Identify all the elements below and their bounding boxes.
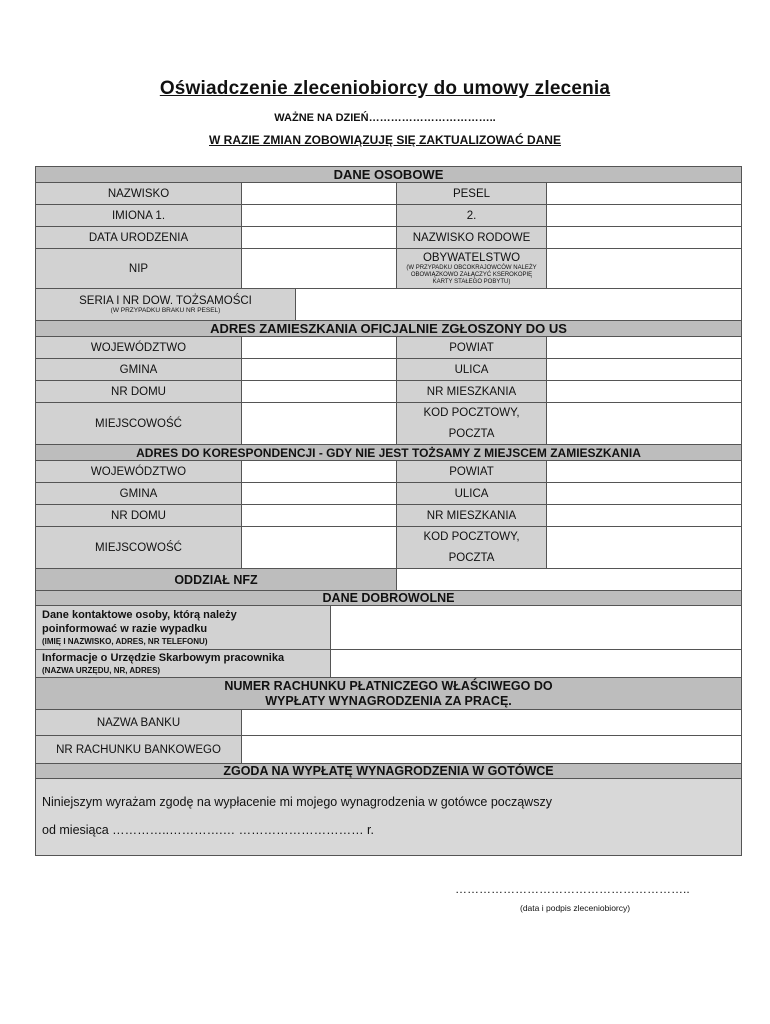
bank-header-line1: NUMER RACHUNKU PŁATNICZEGO WŁAŚCIWEGO DO [224, 678, 553, 693]
signature-line[interactable]: ………………………………………………….. [455, 882, 690, 896]
label-flat-no: NR MIESZKANIA [397, 381, 547, 402]
citizenship-note: (W PRZYPADKU OBCOKRAJOWCÓW NALEŻY OBOWIĄZKOWO ZAŁĄCZYĆ KSEROKOPIĘ KARTY STAŁEGO POBYTU) [406, 264, 537, 285]
field-mail-house-no[interactable] [242, 505, 397, 526]
label-emergency-contact [36, 606, 331, 649]
label-pesel: PESEL [397, 183, 547, 204]
document-title: Oświadczenie zleceniobiorcy do umowy zlecenia [159, 78, 611, 99]
label-mail-commune: GMINA [36, 483, 242, 504]
id-card-label: SERIA I NR DOW. TOŻSAMOŚCI [79, 295, 252, 307]
field-emergency-contact[interactable] [331, 606, 741, 649]
field-tax-office[interactable] [331, 650, 741, 677]
field-county[interactable] [547, 337, 741, 358]
row-emergency-contact [36, 606, 741, 650]
citizenship-label: OBYWATELSTWO [422, 251, 521, 264]
cash-consent-box [36, 779, 741, 855]
row-mail-commune [36, 483, 741, 505]
section-bank-header [36, 678, 741, 710]
label-postcode [397, 403, 547, 444]
field-commune[interactable] [242, 359, 397, 380]
label-birth-date: DATA URODZENIA [36, 227, 242, 248]
row-commune [36, 359, 741, 381]
signature-caption: (data i podpis zleceniobiorcy) [520, 903, 631, 913]
label-nip: NIP [36, 249, 242, 288]
label-account-no: NR RACHUNKU BANKOWEGO [36, 736, 242, 763]
label-nfz: ODDZIAŁ NFZ [36, 569, 397, 590]
field-pesel[interactable] [547, 183, 741, 204]
section-title [36, 678, 741, 709]
cash-consent-line1: Niniejszym wyrażam zgodę na wypłacenie mi mojego wynagrodzenia w gotówce począwszy [42, 795, 552, 809]
section-title: ADRES ZAMIESZKANIA OFICJALNIE ZGŁOSZONY DO US [36, 321, 741, 336]
field-voivodeship[interactable] [242, 337, 397, 358]
statement-form [35, 166, 742, 856]
label-street: ULICA [397, 359, 547, 380]
field-mail-voivodeship[interactable] [242, 461, 397, 482]
mail-post-office-label: POCZTA [448, 551, 495, 564]
row-mail-voivodeship [36, 461, 741, 483]
section-cash-header [36, 764, 741, 779]
bank-header-line2: WYPŁATY WYNAGRODZENIA ZA PRACĘ. [265, 693, 512, 708]
field-second-name[interactable] [547, 205, 741, 226]
row-bank-name [36, 710, 741, 736]
section-mail-address-header [36, 445, 741, 461]
field-first-name[interactable] [242, 205, 397, 226]
cash-consent-line2[interactable]: od miesiąca …………..………….… ………………………… r. [42, 823, 374, 837]
field-nip[interactable] [242, 249, 397, 288]
label-mail-street: ULICA [397, 483, 547, 504]
emergency-contact-note: (IMIĘ I NAZWISKO, ADRES, NR TELEFONU) [42, 636, 208, 646]
field-street[interactable] [547, 359, 741, 380]
row-town [36, 403, 741, 445]
field-mail-town[interactable] [242, 527, 397, 568]
label-county: POWIAT [397, 337, 547, 358]
field-id-card[interactable] [296, 289, 741, 320]
label-second-name: 2. [397, 205, 547, 226]
emergency-contact-line2: poinformować w razie wypadku [42, 622, 208, 635]
section-optional-header [36, 591, 741, 606]
field-house-no[interactable] [242, 381, 397, 402]
label-town: MIEJSCOWOŚĆ [36, 403, 242, 444]
label-mail-flat-no: NR MIESZKANIA [397, 505, 547, 526]
row-voivodeship [36, 337, 741, 359]
section-title: ADRES DO KORESPONDENCJI - GDY NIE JEST TOŻSAMY Z MIEJSCEM ZAMIESZKANIA [36, 445, 741, 460]
section-title: ZGODA NA WYPŁATĘ WYNAGRODZENIA W GOTÓWCE [36, 764, 741, 778]
field-birth-date[interactable] [242, 227, 397, 248]
field-mail-county[interactable] [547, 461, 741, 482]
section-personal-header [36, 167, 741, 183]
row-house-no [36, 381, 741, 403]
row-id-card [36, 289, 741, 321]
field-mail-street[interactable] [547, 483, 741, 504]
field-citizenship[interactable] [547, 249, 741, 288]
row-nfz [36, 569, 741, 591]
label-commune: GMINA [36, 359, 242, 380]
label-mail-voivodeship: WOJEWÓDZTWO [36, 461, 242, 482]
section-official-address-header [36, 321, 741, 337]
row-first-names [36, 205, 741, 227]
mail-postcode-label: KOD POCZTOWY, [423, 531, 520, 544]
field-flat-no[interactable] [547, 381, 741, 402]
label-voivodeship: WOJEWÓDZTWO [36, 337, 242, 358]
update-notice: W RAZIE ZMIAN ZOBOWIĄZUJĘ SIĘ ZAKTUALIZOWAĆ DANE [209, 133, 561, 147]
row-mail-town [36, 527, 741, 569]
label-bank-name: NAZWA BANKU [36, 710, 242, 735]
label-mail-town: MIEJSCOWOŚĆ [36, 527, 242, 568]
field-mail-commune[interactable] [242, 483, 397, 504]
label-tax-office [36, 650, 331, 677]
field-family-name[interactable] [547, 227, 741, 248]
label-family-name: NAZWISKO RODOWE [397, 227, 547, 248]
row-tax-office [36, 650, 741, 678]
field-account-no[interactable] [242, 736, 741, 763]
label-id-card [36, 289, 296, 320]
row-nip [36, 249, 741, 289]
field-surname[interactable] [242, 183, 397, 204]
label-first-names: IMIONA 1. [36, 205, 242, 226]
section-title: DANE DOBROWOLNE [36, 591, 741, 605]
label-surname: NAZWISKO [36, 183, 242, 204]
tax-office-label: Informacje o Urzędzie Skarbowym pracownika [42, 652, 285, 664]
field-nfz[interactable] [397, 569, 741, 590]
row-mail-house-no [36, 505, 741, 527]
postcode-label: KOD POCZTOWY, [423, 407, 520, 420]
id-card-note: (W PRZYPADKU BRAKU NR PESEL) [110, 307, 221, 314]
row-birth-date [36, 227, 741, 249]
row-account-no [36, 736, 741, 764]
field-postcode[interactable] [547, 403, 741, 444]
label-house-no: NR DOMU [36, 381, 242, 402]
row-surname [36, 183, 741, 205]
field-bank-name[interactable] [242, 710, 741, 735]
field-town[interactable] [242, 403, 397, 444]
field-mail-postcode[interactable] [547, 527, 741, 568]
section-title: DANE OSOBOWE [36, 167, 741, 182]
label-mail-postcode [397, 527, 547, 568]
tax-office-note: (NAZWA URZĘDU, NR, ADRES) [42, 666, 161, 675]
label-mail-county: POWIAT [397, 461, 547, 482]
label-citizenship [397, 249, 547, 288]
valid-on-date: WAŻNE NA DZIEŃ…………………………….. [274, 112, 496, 124]
emergency-contact-line1: Dane kontaktowe osoby, którą należy [42, 608, 237, 621]
post-office-label: POCZTA [448, 427, 495, 440]
field-mail-flat-no[interactable] [547, 505, 741, 526]
label-mail-house-no: NR DOMU [36, 505, 242, 526]
